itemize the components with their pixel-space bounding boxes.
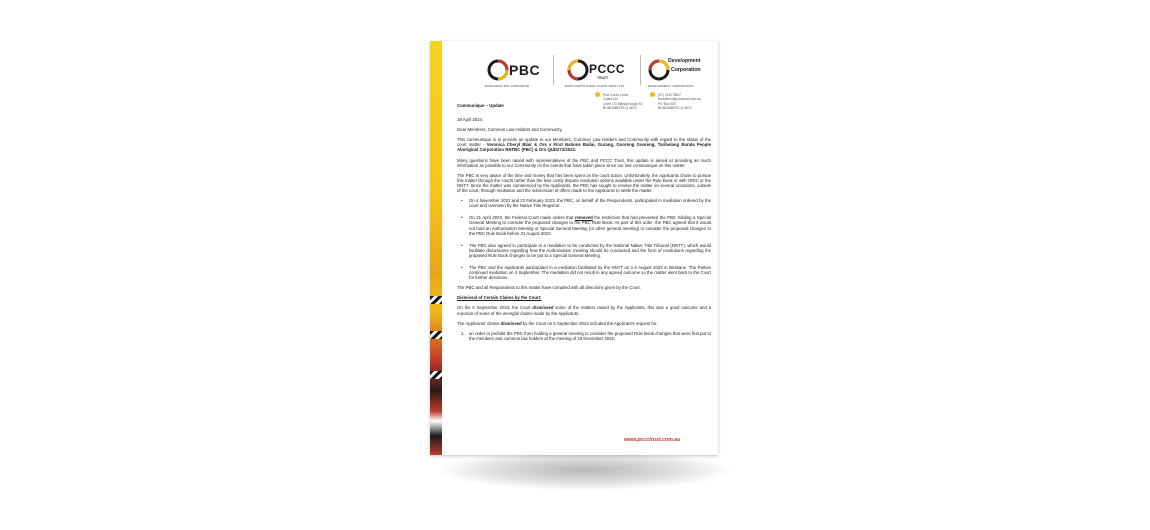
bullet-emphasis: removed	[574, 215, 593, 221]
document-title: Communique – Update	[457, 103, 504, 108]
paragraph-text: On the 6 September 2023, the Court	[457, 305, 533, 311]
bullet-text: On 21 April 2023, the Federal Court made orders that	[469, 215, 575, 221]
paragraph-intro	[457, 137, 711, 152]
bullet-item	[457, 198, 711, 208]
pbc-logo	[485, 51, 547, 93]
address-line: Level 1/3 Maryborough St	[603, 101, 642, 106]
paragraph	[457, 305, 711, 315]
footer-website-url: www.pccctrust.com.au	[624, 437, 681, 443]
bullet-item	[457, 215, 711, 235]
salutation: Dear Members, Common Law Holders and Community,	[457, 127, 563, 133]
bullet-text: On 4 November 2022 and 22 February 2023, the PBC, on behalf of the Respondents, participated in mediation ordered by the court and overseen by the Native Title Registrar.	[469, 198, 711, 209]
decorative-pattern	[430, 296, 442, 304]
pbc-logo-text: PBC	[509, 62, 541, 78]
location-pin-icon	[595, 92, 600, 97]
development-corporation-logo	[648, 51, 715, 93]
pccc-logo-text: PCCC	[589, 62, 626, 76]
paragraph: Many questions have been raised with representatives of the PBC and PCCC Trust, this update is aimed at providing as much information as possible to our Community on the events that have taken place since our last communique on this matter.	[457, 157, 711, 168]
pbc-logo-subtitle: PORCHINGA BAY CORPORATE	[485, 84, 530, 88]
item-text: an order to prohibit the PBC from holding a general meeting to consider the proposed Rule Book changes that were first put to the members and common law holders at the meeting of 18 December 2022;	[469, 330, 711, 341]
decorative-pattern	[430, 331, 442, 339]
header-logos	[485, 51, 715, 93]
paragraph-text: by the Court on 6 September 2023 included the Applicant's request for:	[521, 320, 658, 326]
decorative-side-strip	[430, 41, 442, 455]
emphasis-dismissed: dismissed	[500, 320, 522, 326]
bullet-text: The PBC also agreed to participate in a mediation to be conducted by the National Native Title Tribunal (NNTT), which would facilitate discussions regarding how the Authorisation meeting should be conducted and the form of resolutions regarding the proposed Rule Book changes to be put to a Special General Meeting.	[469, 242, 711, 258]
paragraph-text: The Applicants' claims	[457, 320, 501, 326]
dev-logo-line2: Corporation	[671, 67, 701, 73]
bullet-list	[457, 198, 711, 280]
paragraph: The PBC and all Respondents to this matter have complied with all directions given by the Court.	[457, 285, 641, 291]
bullet-item	[457, 243, 711, 258]
po-box: PO Box 537	[658, 101, 677, 106]
pccc-logo-trust: TRUST	[597, 76, 609, 80]
bullet-text: the restriction that had prevented the PBC holding a Special General Meeting to consider the proposed changes to the PBC Rule Book. As part of this order, the PBC agreed that it would not hold an Authorisation Meeting or Special General Meeting (or other general meeting) to consider the proposed changes to the PBC Rule Book before 21 August 2023.	[469, 215, 711, 236]
dev-logo-line1: Development	[668, 58, 701, 64]
paragraph: The PBC is very aware of the time and money that has been spent on the court action. Unfortunately, the Applicants chose to pursue this matter through the courts rather than the less costly dispute resolution options available under the Rule Book or with ORIC or the NNTT. Since the matter was commenced by the Applicants, the PBC has sought to resolve the matter on several occasions, outside of the court, through mediation and the submission of offers made to the Applicants to settle the matter.	[457, 172, 711, 194]
address-line: BUNDABERG Q 4670	[603, 106, 637, 111]
pccc-logo	[565, 51, 635, 93]
intro-text: This communique is to provide an update to our Members, Common Law Holders and Community with regard to the status of the court matter -	[457, 137, 711, 148]
decorative-pattern	[430, 371, 442, 379]
section-heading: Dismissal of Certain Claims by the Court:	[457, 295, 542, 301]
po-box-city: BUNDABERG Q 4670	[658, 106, 692, 111]
logo-divider	[553, 55, 554, 85]
numbered-list	[457, 331, 711, 341]
paragraph	[457, 321, 711, 326]
address-line: Coast Ltd	[603, 97, 618, 102]
case-name: Veronica Cheryl Blair & Ors v First Nations Bailai, Gurang, Gooreng Gooreng, Taribelang Bunda People Aboriginal Corporation RNTBC (PBC) & Ors QUD273/2022.	[457, 142, 711, 153]
address-line: Port Curtis Coral	[603, 93, 629, 97]
pccc-logo-subtitle: PORT CURTIS CORAL COAST TRUST LTD	[565, 84, 625, 88]
phone-icon	[650, 92, 655, 97]
emphasis-dismissed: dismissed	[532, 305, 554, 311]
item-number: 1.	[461, 330, 465, 336]
bullet-text: The PBC and the Applicants participated in a mediation facilitated by the NNTT on 1-2 August 2023 in Brisbane. The Parties continued mediation on 4 September. The mediation did not result in any agreed outcome so the matter went back to the Court for further directions.	[469, 264, 711, 281]
paragraph-text: some of the matters raised by the Applicants, this was a good outcome and a rejection of some of the wrongful claims made by the Applicants.	[457, 305, 711, 316]
page-shadow	[440, 450, 730, 490]
document-date: 18 April 2024	[457, 117, 483, 123]
document-body	[457, 103, 711, 341]
email-address: reception@pccctrust.com.au	[658, 97, 702, 102]
numbered-item	[457, 331, 711, 341]
dev-logo-subtitle: DEVELOPMENT CORPORATION	[648, 84, 694, 88]
logo-divider	[640, 55, 641, 85]
bullet-item	[457, 265, 711, 280]
phone-number: (07) 4167 8837	[658, 93, 681, 97]
document-page	[430, 41, 718, 455]
